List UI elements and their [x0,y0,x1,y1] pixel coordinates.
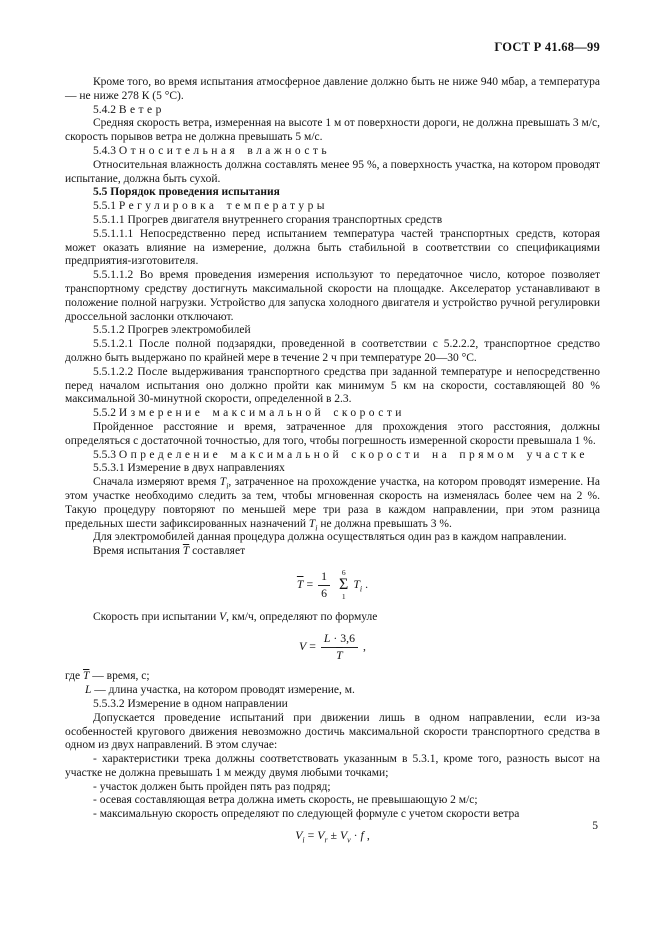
equals-sign: = [306,576,314,591]
para-wind-speed: Средняя скорость ветра, измеренная на высоте 1 м от поверхности дороги, не должна превышать 3 м/с, скорость порывов ветра не должна превышать 5 м/с. [65,117,600,144]
para-atmospheric-conditions: Кроме того, во время испытания атмосферное давление должно быть не ниже 940 мбар, а температура — не ниже 278 К (5 °С). [65,76,600,102]
formula-speed-wind: $V_i = V_r \pm V_v \cdot f$ , [295,828,370,845]
sum-term: T [353,576,360,591]
para-5-5-1-2-1-after-charge: 5.5.1.2.1 После полной подзарядки, проведенной в соответствии с 5.2.2.2, транспортное средство должно быть выдержано по крайней мере в течение 2 ч при температуре 20—30 °С. [65,338,600,364]
formula-speed: V = $\frac{L \cdot 3,6}{T}$ , [299,631,366,662]
para-test-time-intro: Время испытания $\overline{T}$ составляет [93,545,246,558]
heading-5-5-1-temperature-regulation: 5.5.1 Регулировка температуры [93,200,328,213]
list-item-track-characteristics: - характеристики трека должны соответствовать указанным в 5.3.1, кроме того, разность высот на участке не должна превышать 1 м между двумя любыми точками; [65,753,600,779]
document-body [65,76,600,843]
para-where-time: где $\overline{T}$ — время, с; [65,670,150,683]
para-one-direction-allowed: Допускается проведение испытаний при движении лишь в одном направлении, если из-за особенностей кругового движения невозможно достичь максимальной скорости транспортного средства в одном из двух направлений. В этом случае: [65,711,600,752]
para-distance-time-accuracy: Пройденное расстояние и время, затраченное для прохождения этого расстояния, должны определяться с достаточной точностью, для того, чтобы погрешность измеренной скорости превышала 1 %. [65,420,600,447]
multiply-sign: · [350,828,361,843]
para-5-5-1-2-ev-warmup: 5.5.1.2 Прогрев электромобилей [93,324,251,337]
formula-mean-time: $\overline{T}$ = $\frac{1}{6}$ 6 Σ 1 $T_i$ . [296,567,369,602]
equals-sign: = [309,638,316,653]
heading-5-5-test-procedure: 5.5 Порядок проведения испытания [93,186,280,199]
para-5-5-1-1-2-gear-ratio: 5.5.1.1.2 Во время проведения измерения используют то передаточное число, которое позволяет транспортному средству достигнуть максимальной скорости на площадке. Акселератор устанавливают в положение полной нагрузки. Устройство для запуска холодного двигателя и устройство ручной регулировки дроссельной заслонки отключают. [65,269,600,323]
fraction: $\frac{1}{6}$ [318,570,330,600]
page-number: 5 [592,820,598,832]
plus-minus-sign: ± [327,828,340,843]
para-where-length: L — длина участка, на котором проводят измерение, м. [85,684,355,697]
sigma-icon: Σ [339,576,349,594]
fraction: $\frac{L \cdot 3,6}{T}$ [321,632,358,662]
para-ev-procedure: Для электромобилей данная процедура должна осуществляться один раз в каждом направлении. [93,531,567,544]
page-footer [592,820,598,832]
list-item-five-runs: - участок должен быть пройден пять раз подряд; [93,780,331,793]
formula-lhs: V [299,638,307,653]
para-5-5-1-2-2-preliminary-run: 5.5.1.2.2 После выдерживания транспортного средства при заданной температуре и непосредственно перед началом испытания оно должно пройти как минимум 5 км на скорости, составляющей 80 % максимальной 30-минутной скорости, определенной в 2.3. [65,365,600,406]
para-5-5-1-1-engine-warmup: 5.5.1.1 Прогрев двигателя внутреннего сгорания транспортных средств [93,213,443,226]
para-time-measurement: Сначала измеряют время $T_i$, затраченное на прохождение участка, на котором проводят измерение. На этом участке необходимо следить за тем, чтобы мгновенная скорость на изменялась более чем на 2 %. Такую процедуру повторяют по меньшей мере три раза в каждом направлении, при этом разница предельных шести зафиксированных назначений $T_i$ не должна превышать 3 %. [65,476,600,532]
para-5-5-1-1-1-temperature-stable: 5.5.1.1.1 Непосредственно перед испытанием температура частей транспортных средств, которая может оказать влияние на измерение, должна быть стабильной в соответствии со спецификациями предприятия-изготовителя. [65,227,600,268]
sum-operator: 6 Σ 1 [339,567,349,602]
heading-5-5-2-max-speed-measurement: 5.5.2 Измерение максимальной скорости [93,407,405,420]
formula-lhs: $\overline{T}$ [296,576,304,591]
heading-5-4-3-humidity: 5.4.3 Относительная влажность [93,144,331,157]
list-item-max-speed-formula: - максимальную скорость определяют по следующей формуле с учетом скорости ветра [93,808,520,821]
doc-code: ГОСТ Р 41.68—99 [494,40,600,54]
para-humidity: Относительная влажность должна составлять менее 95 %, а поверхность участка, на котором проводят испытание, должна быть сухой. [65,158,600,185]
equals-sign: = [304,828,318,843]
para-5-5-3-2-one-direction: 5.5.3.2 Измерение в одном направлении [93,697,288,710]
list-item-axial-wind: - осевая составляющая ветра должна иметь скорость, не превышающую 2 м/с; [93,794,478,807]
para-5-5-3-1-two-directions: 5.5.3.1 Измерение в двух направлениях [93,462,285,475]
heading-5-4-2-wind: 5.4.2 Ветер [93,103,165,116]
page-header [65,40,600,55]
heading-5-5-3-straight-section: 5.5.3 Определение максимальной скорости на прямом участке [93,448,588,461]
para-speed-formula-intro: Скорость при испытании V, км/ч, определяют по формуле [93,611,378,624]
